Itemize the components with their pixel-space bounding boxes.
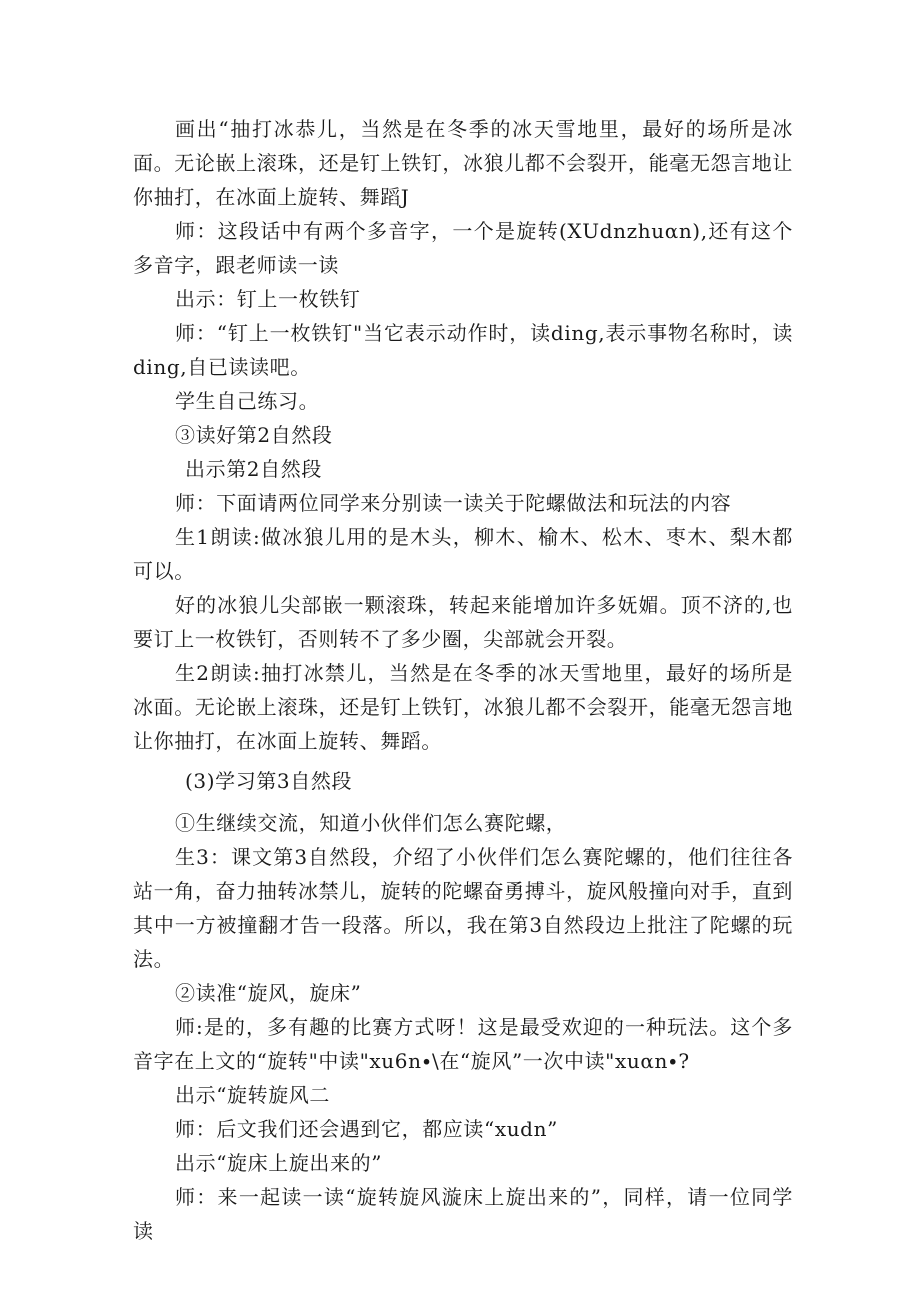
paragraph-19: 出示“旋床上旋出来的” [175,1151,383,1175]
paragraph-6: ③读好第2自然段 [175,423,333,447]
paragraph-15: ②读准“旋风，旋床” [175,981,362,1005]
paragraph-13: ①生继续交流，知道小伙伴们怎么赛陀螺， [175,811,567,835]
paragraph-18: 师：后文我们还会遇到它，都应读“xudn” [175,1117,558,1141]
paragraph-11: 生2朗读:抽打冰禁儿，当然是在冬季的冰天雪地里，最好的场所是冰面。无论嵌上滚珠，还是钉上铁钉，冰狼儿都不会裂开，能毫无怨言地让你抽打，在冰面上旋转、舞蹈。 [133,661,793,753]
section-heading: (3)学习第3自然段 [185,769,353,793]
paragraph-10: 好的冰狼儿尖部嵌一颗滚珠，转起来能增加许多妩媚。顶不济的,也要订上一枚铁钉，否则转不了多少圈，尖部就会开裂。 [133,593,793,651]
paragraph-2: 师：这段话中有两个多音字，一个是旋转(XUdnzhuαn),还有这个多音字，跟老师读一读 [133,219,793,277]
paragraph-3: 出示：钉上一枚铁钉 [175,287,361,311]
paragraph-17: 出示“旋转旋风二 [175,1083,331,1107]
paragraph-9: 生1朗读:做冰狼儿用的是木头，柳木、榆木、松木、枣木、梨木都可以。 [133,525,793,583]
paragraph-16: 师:是的，多有趣的比赛方式呀！这是最受欢迎的一种玩法。这个多音字在上文的“旋转"中读"xu6n∙\在“旋风”一次中读"xuαn∙? [133,1015,793,1073]
paragraph-7: 出示第2自然段 [185,457,322,481]
paragraph-14: 生3：课文第3自然段，介绍了小伙伴们怎么赛陀螺的，他们往往各站一角，奋力抽转冰禁儿，旋转的陀螺奋勇搏斗，旋风般撞向对手，直到其中一方被撞翻才告一段落。所以，我在第3自然段边上批注了陀螺的玩法。 [133,845,793,971]
paragraph-8: 师：下面请两位同学来分别读一读关于陀螺做法和玩法的内容 [175,491,732,515]
paragraph-20: 师：来一起读一读“旋转旋风漩床上旋出来的”，同样，请一位同学读 [133,1185,793,1243]
document-body [133,112,793,1248]
paragraph-1: 画出“抽打冰恭儿，当然是在冬季的冰天雪地里，最好的场所是冰面。无论嵌上滚珠，还是钉上铁钉，冰狼儿都不会裂开，能毫无怨言地让你抽打，在冰面上旋转、舞蹈J [133,117,793,209]
paragraph-4: 师：“钉上一枚铁钉"当它表示动作时，读ding,表示事物名称时，读ding,自已读读吧。 [133,321,793,379]
paragraph-5: 学生自己练习。 [175,389,320,413]
